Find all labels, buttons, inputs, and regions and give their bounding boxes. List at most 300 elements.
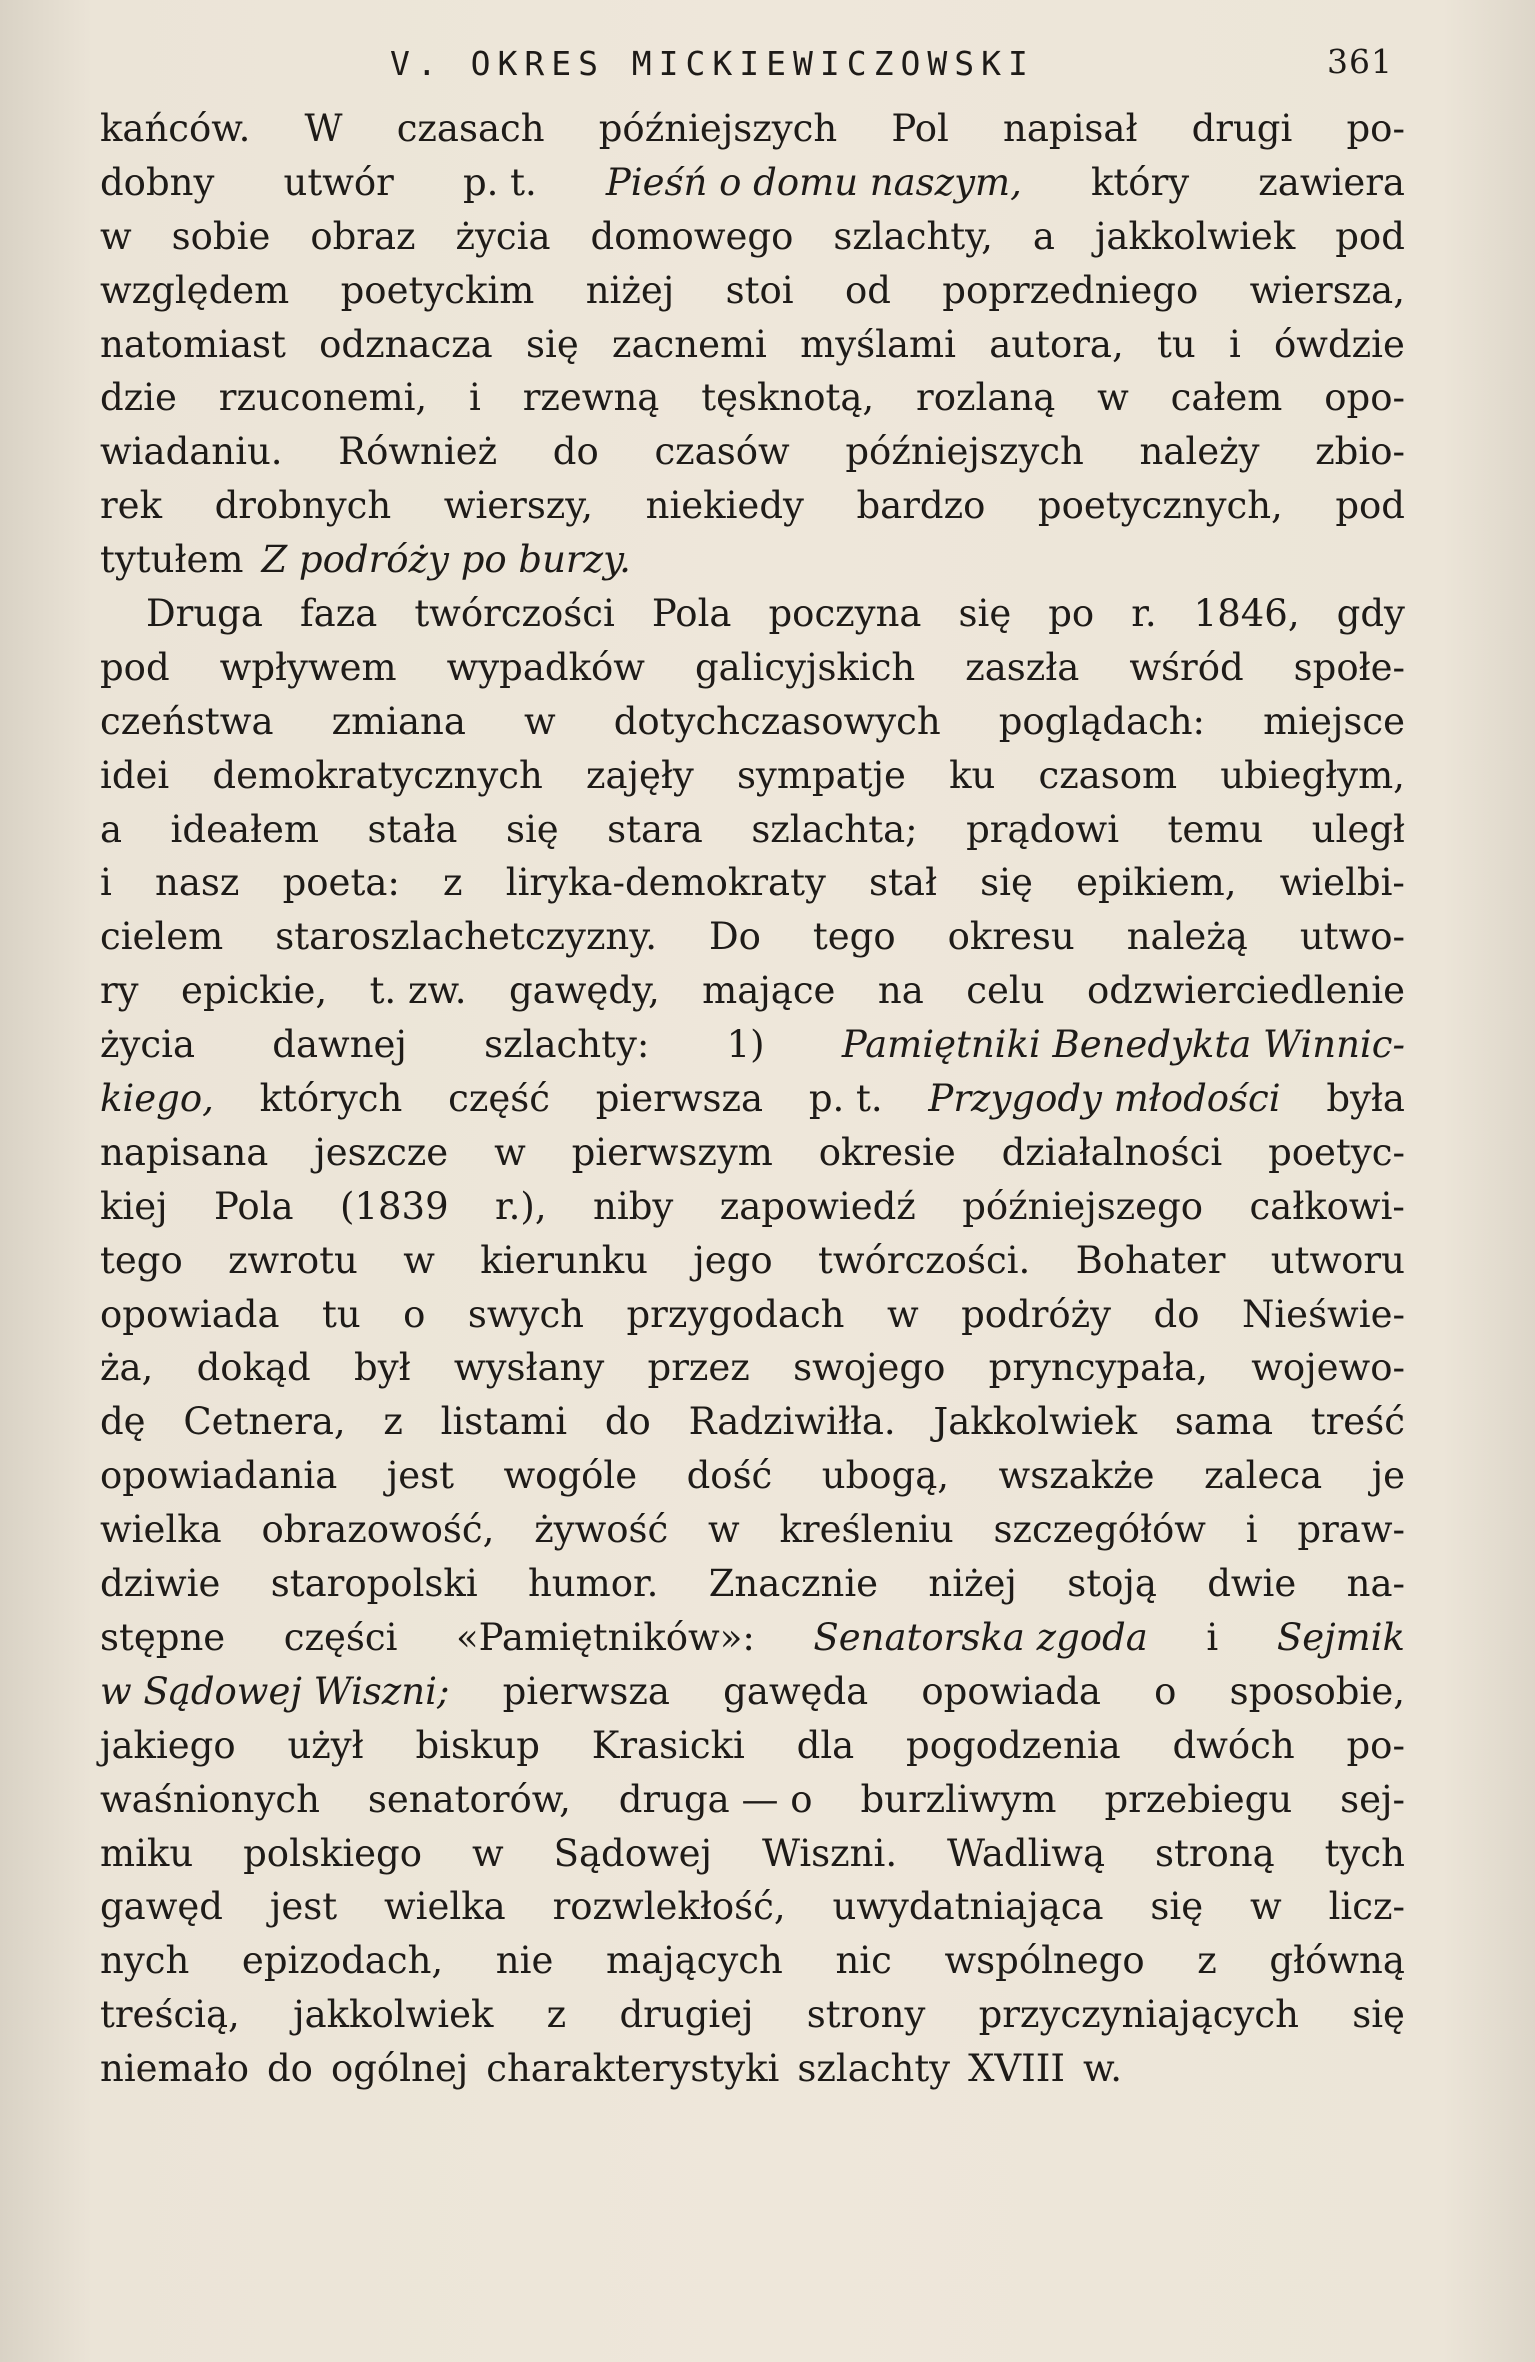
- word: poprzedniego: [942, 268, 1199, 312]
- word: stara: [607, 807, 703, 851]
- word: pryncypała,: [988, 1346, 1208, 1390]
- text-line: [100, 1988, 1405, 2042]
- word: działalności: [1001, 1130, 1223, 1174]
- text-line: [100, 910, 1405, 964]
- word: praw-: [1297, 1508, 1405, 1552]
- word: Bohater: [1075, 1238, 1226, 1282]
- word: szlachty:: [484, 1023, 650, 1067]
- word: pod: [100, 645, 170, 689]
- text-line: [100, 1611, 1405, 1665]
- word: szlachty: [797, 2047, 951, 2091]
- word: Również: [338, 430, 498, 474]
- word: jakiego: [100, 1723, 236, 1767]
- word: przez: [647, 1346, 750, 1390]
- word: pierwsza: [595, 1077, 764, 1121]
- word: kańców.: [100, 107, 251, 150]
- word: wśród: [1129, 645, 1244, 689]
- text-line: [100, 1180, 1405, 1234]
- word: dziwie: [100, 1562, 221, 1606]
- word: Radziwiłła.: [688, 1400, 896, 1444]
- word: p. t.: [462, 160, 537, 204]
- text-line: [100, 964, 1405, 1018]
- word: czasach: [396, 107, 545, 150]
- word: XVIII: [968, 2047, 1066, 2091]
- word: gawęda: [723, 1669, 869, 1713]
- word: zacnemi: [611, 322, 767, 366]
- word: czeństwa: [100, 699, 274, 743]
- word: jest: [269, 1885, 338, 1929]
- text-line: [100, 856, 1405, 910]
- word: burzliwym: [860, 1777, 1057, 1821]
- word: dobny: [100, 160, 215, 204]
- word: całkowi-: [1249, 1184, 1405, 1228]
- word: gawęd: [100, 1885, 223, 1929]
- word: był: [354, 1346, 411, 1390]
- word: Wiszni.: [761, 1831, 898, 1875]
- word: licz-: [1328, 1885, 1405, 1929]
- word: tu: [1156, 322, 1196, 366]
- word: i: [1206, 1615, 1219, 1659]
- text-line: [100, 1827, 1405, 1881]
- word: (1839: [340, 1184, 449, 1228]
- word: czasom: [1038, 753, 1178, 797]
- word: życia: [100, 1023, 196, 1067]
- text-line: [100, 264, 1405, 318]
- word: na-: [1346, 1562, 1405, 1606]
- word: okresie: [818, 1130, 956, 1174]
- word: biskup: [415, 1723, 540, 1767]
- word: gdy: [1336, 592, 1405, 636]
- word: Pieśń o domu naszym,: [605, 160, 1022, 204]
- text-line: [100, 1665, 1405, 1719]
- text-line: [100, 425, 1405, 479]
- page-number: 361: [1327, 42, 1393, 81]
- word: Pol: [891, 107, 949, 150]
- word: ku: [949, 753, 996, 797]
- word: w.: [1083, 2047, 1123, 2091]
- word: epikiem,: [1076, 861, 1237, 905]
- word: ideałem: [170, 807, 319, 851]
- word: opo-: [1324, 376, 1405, 420]
- word: treścią,: [100, 1993, 240, 2037]
- word: części: [283, 1615, 398, 1659]
- word: pod: [1335, 484, 1405, 528]
- word: o: [403, 1292, 426, 1336]
- text-line: [100, 587, 1405, 641]
- word: do: [552, 430, 599, 474]
- word: niżej: [928, 1562, 1017, 1606]
- word: ubiegłym,: [1220, 753, 1405, 797]
- word: opowiada: [921, 1669, 1101, 1713]
- word: staropolski: [270, 1562, 478, 1606]
- word: tęsknotą,: [701, 376, 875, 420]
- word: Przygody młodości: [928, 1077, 1281, 1121]
- word: waśnionych: [100, 1777, 320, 1821]
- word: rozwlekłość,: [552, 1885, 786, 1929]
- word: w Sądowej Wiszni;: [100, 1669, 450, 1713]
- word: w: [100, 214, 132, 258]
- word: liryka-demokraty: [505, 861, 826, 905]
- word: w: [471, 1831, 504, 1875]
- word: myślami: [800, 322, 956, 366]
- word: odznacza: [319, 322, 493, 366]
- word: dawnej: [272, 1023, 407, 1067]
- word: p. t.: [808, 1077, 883, 1121]
- word: niby: [593, 1184, 674, 1228]
- word: dość: [686, 1454, 773, 1498]
- text-line: [100, 1934, 1405, 1988]
- text-line: [100, 479, 1405, 533]
- word: wysłany: [453, 1346, 605, 1390]
- word: po: [1048, 592, 1095, 636]
- word: przebiegu: [1104, 1777, 1293, 1821]
- word: staroszlachetczyzny.: [275, 915, 658, 959]
- word: utwo-: [1299, 915, 1405, 959]
- word: Cetnera,: [183, 1400, 346, 1444]
- word: stał: [869, 861, 937, 905]
- word: Senatorska zgoda: [813, 1615, 1148, 1659]
- word: miku: [100, 1831, 194, 1875]
- word: późniejszego: [962, 1184, 1204, 1228]
- word: w: [1097, 376, 1129, 420]
- word: wojewo-: [1251, 1346, 1405, 1390]
- word: ry: [100, 969, 139, 1013]
- word: nie: [495, 1939, 554, 1983]
- word: Druga: [146, 592, 263, 636]
- text-line: [100, 1503, 1405, 1557]
- word: wspólnego: [944, 1939, 1145, 1983]
- text-line: [100, 1449, 1405, 1503]
- word: galicyjskich: [694, 645, 916, 689]
- word: natomiast: [100, 322, 286, 366]
- word: epizodach,: [241, 1939, 444, 1983]
- word: idei: [100, 753, 170, 797]
- word: należy: [1139, 430, 1260, 474]
- word: niekiedy: [645, 484, 804, 528]
- word: demokratycznych: [212, 753, 543, 797]
- word: sama: [1174, 1400, 1274, 1444]
- word: jest: [386, 1454, 454, 1498]
- word: twórczości: [414, 592, 615, 636]
- word: niżej: [585, 268, 675, 312]
- word: wielbi-: [1279, 861, 1405, 905]
- word: społe-: [1293, 645, 1405, 689]
- word: ówdzie: [1274, 322, 1405, 366]
- text-line: [100, 1719, 1405, 1773]
- text-line: [100, 318, 1405, 372]
- word: polskiego: [243, 1831, 423, 1875]
- text-line: [100, 1126, 1405, 1180]
- word: szlachta;: [751, 807, 918, 851]
- word: w: [494, 1130, 526, 1174]
- word: nych: [100, 1939, 190, 1983]
- word: całem: [1170, 376, 1283, 420]
- word: obrazowość,: [261, 1508, 495, 1552]
- word: odzwierciedlenie: [1087, 969, 1405, 1013]
- word: dwóch: [1172, 1723, 1295, 1767]
- word: zawiera: [1258, 160, 1405, 204]
- word: i: [1245, 1508, 1258, 1552]
- word: a: [100, 807, 123, 851]
- word: poetyc-: [1268, 1130, 1405, 1174]
- word: domowego: [590, 214, 794, 258]
- word: w: [403, 1238, 435, 1282]
- word: w: [1250, 1885, 1282, 1929]
- word: treść: [1310, 1400, 1405, 1444]
- text-line: [100, 210, 1405, 264]
- word: życia: [455, 214, 551, 258]
- word: się: [958, 592, 1012, 636]
- word: cielem: [100, 915, 224, 959]
- word: z: [1197, 1939, 1217, 1983]
- word: przygodach: [626, 1292, 845, 1336]
- text-line: [100, 1234, 1405, 1288]
- word: poczyna: [768, 592, 922, 636]
- word: pogodzenia: [906, 1723, 1121, 1767]
- word: poeta:: [282, 861, 400, 905]
- word: uległ: [1311, 807, 1405, 851]
- word: pierwszym: [571, 1130, 773, 1174]
- text-line: [100, 1072, 1405, 1126]
- text-line: [100, 1395, 1405, 1449]
- word: z: [443, 861, 463, 905]
- word: r.),: [495, 1184, 547, 1228]
- word: wielka: [100, 1508, 222, 1552]
- word: zapowiedź: [719, 1184, 916, 1228]
- text-line: [100, 1018, 1405, 1072]
- word: od: [844, 268, 891, 312]
- text-line: [100, 1773, 1405, 1827]
- word: ogólnej: [330, 2047, 469, 2091]
- word: stępne: [100, 1615, 226, 1659]
- word: wiadaniu.: [100, 430, 283, 474]
- word: czasów: [654, 430, 790, 474]
- word: «Pamiętników»:: [456, 1615, 755, 1659]
- word: wpływem: [219, 645, 397, 689]
- word: mające: [702, 969, 836, 1013]
- word: dwie: [1207, 1562, 1297, 1606]
- word: o: [1154, 1669, 1177, 1713]
- word: tu: [322, 1292, 361, 1336]
- word: utworu: [1270, 1238, 1405, 1282]
- word: niemało: [100, 2047, 249, 2091]
- word: jakkolwiek: [293, 1993, 494, 2037]
- word: zaszła: [965, 645, 1080, 689]
- word: się: [1150, 1885, 1204, 1929]
- text-line: [100, 533, 1405, 587]
- word: poglądach:: [998, 699, 1206, 743]
- word: r.: [1131, 592, 1157, 636]
- word: do: [1153, 1292, 1200, 1336]
- word: była: [1326, 1077, 1405, 1121]
- word: sobie: [171, 214, 271, 258]
- word: na: [877, 969, 924, 1013]
- word: Do: [708, 915, 761, 959]
- word: Sądowej: [553, 1831, 713, 1875]
- word: pierwsza: [502, 1669, 670, 1713]
- word: i: [469, 376, 481, 420]
- word: jakkolwiek: [1094, 214, 1296, 258]
- word: kiej: [100, 1184, 168, 1228]
- word: jeszcze: [314, 1130, 449, 1174]
- word: opowiada: [100, 1292, 280, 1336]
- word: 1846,: [1193, 592, 1300, 636]
- word: należą: [1126, 915, 1248, 959]
- word: Krasicki: [591, 1723, 745, 1767]
- word: strony: [806, 1993, 926, 2037]
- page-header: [100, 40, 1405, 90]
- word: sympatje: [736, 753, 906, 797]
- word: dla: [796, 1723, 855, 1767]
- word: poetyckim: [340, 268, 535, 312]
- word: część: [448, 1077, 550, 1121]
- word: szlachty,: [833, 214, 993, 258]
- word: rzuconemi,: [218, 376, 428, 420]
- word: tego: [100, 1238, 183, 1282]
- word: twórczości.: [817, 1238, 1031, 1282]
- word: późniejszych: [845, 430, 1084, 474]
- word: Jakkolwiek: [933, 1400, 1138, 1444]
- word: a: [1032, 214, 1055, 258]
- word: zajęły: [585, 753, 694, 797]
- word: wiersza,: [1249, 268, 1405, 312]
- word: z: [546, 1993, 567, 2037]
- text-line: [100, 749, 1405, 803]
- word: nic: [835, 1939, 892, 1983]
- word: Z podróży po burzy.: [261, 538, 631, 582]
- word: i: [100, 861, 112, 905]
- word: drugi: [1191, 107, 1293, 150]
- word: Nieświe-: [1241, 1292, 1405, 1336]
- word: Pola: [651, 592, 732, 636]
- text-line: [100, 1288, 1405, 1342]
- word: poetycznych,: [1037, 484, 1283, 528]
- word: gawędy,: [508, 969, 660, 1013]
- word: kierunku: [480, 1238, 648, 1282]
- word: względem: [100, 268, 290, 312]
- word: jego: [693, 1238, 773, 1282]
- word: dę: [100, 1400, 146, 1444]
- text-line: [100, 803, 1405, 857]
- word: kreśleniu: [779, 1508, 954, 1552]
- text-line: [100, 1341, 1405, 1395]
- word: swych: [467, 1292, 585, 1336]
- word: ża,: [100, 1346, 154, 1390]
- word: temu: [1167, 807, 1264, 851]
- word: w: [524, 699, 556, 743]
- word: żywość: [534, 1508, 669, 1552]
- word: 1): [726, 1023, 765, 1067]
- word: Znacznie: [708, 1562, 879, 1606]
- word: wielka: [383, 1885, 506, 1929]
- word: prądowi: [966, 807, 1120, 851]
- word: w: [708, 1508, 740, 1552]
- body-text: [100, 102, 1405, 2096]
- word: sej-: [1340, 1777, 1405, 1821]
- word: rozlaną: [916, 376, 1056, 420]
- text-line: [100, 1557, 1405, 1611]
- word: których: [259, 1077, 403, 1121]
- word: i: [1228, 322, 1241, 366]
- word: listami: [440, 1400, 568, 1444]
- word: dzie: [100, 376, 177, 420]
- word: ubogą,: [821, 1454, 950, 1498]
- word: do: [266, 2047, 313, 2091]
- word: obraz: [310, 214, 416, 258]
- word: Wadliwą: [947, 1831, 1106, 1875]
- word: użył: [287, 1723, 364, 1767]
- word: w: [886, 1292, 919, 1336]
- word: po-: [1346, 1723, 1405, 1767]
- word: faza: [299, 592, 378, 636]
- word: rek: [100, 484, 163, 528]
- word: celu: [966, 969, 1045, 1013]
- word: senatorów,: [367, 1777, 571, 1821]
- word: drugiej: [619, 1993, 754, 2037]
- word: sposobie,: [1229, 1669, 1405, 1713]
- word: stała: [367, 807, 458, 851]
- word: mających: [605, 1939, 783, 1983]
- word: wszakże: [998, 1454, 1155, 1498]
- word: po-: [1346, 107, 1405, 150]
- word: charakterystyki: [486, 2047, 780, 2091]
- word: autora,: [989, 322, 1124, 366]
- word: t. zw.: [369, 969, 467, 1013]
- word: zmiana: [331, 699, 466, 743]
- word: miejsce: [1263, 699, 1405, 743]
- text-line: [100, 1880, 1405, 1934]
- word: który: [1091, 160, 1190, 204]
- text-line: [100, 695, 1405, 749]
- word: kiego,: [100, 1077, 214, 1121]
- text-line: [100, 156, 1405, 210]
- text-line: [100, 641, 1405, 695]
- word: Sejmik: [1276, 1615, 1405, 1659]
- word: się: [526, 322, 579, 366]
- word: wypadków: [446, 645, 645, 689]
- word: stoją: [1067, 1562, 1157, 1606]
- word: je: [1371, 1454, 1405, 1498]
- word: główną: [1269, 1939, 1405, 1983]
- word: przyczyniających: [978, 1993, 1299, 2037]
- word: Pola: [214, 1184, 294, 1228]
- word: nasz: [155, 861, 240, 905]
- text-line: [100, 371, 1405, 425]
- word: się: [505, 807, 559, 851]
- word: pod: [1335, 214, 1405, 258]
- word: wierszy,: [443, 484, 594, 528]
- word: uwydatniająca: [832, 1885, 1104, 1929]
- word: tytułem: [100, 538, 244, 582]
- running-head: V. OKRES MICKIEWICZOWSKI: [390, 44, 1035, 83]
- word: dotychczasowych: [613, 699, 941, 743]
- word: drobnych: [214, 484, 392, 528]
- word: zbio-: [1315, 430, 1405, 474]
- word: stoi: [725, 268, 794, 312]
- word: podróży: [961, 1292, 1112, 1336]
- word: późniejszych: [598, 107, 838, 150]
- word: tych: [1324, 1831, 1405, 1875]
- word: zwrotu: [228, 1238, 358, 1282]
- word: napisana: [100, 1130, 269, 1174]
- word: się: [1352, 1993, 1405, 2037]
- word: utwór: [283, 160, 394, 204]
- word: W: [304, 107, 343, 150]
- text-line: [100, 2042, 1405, 2096]
- word: szczegółów: [993, 1508, 1206, 1552]
- text-line: [100, 102, 1405, 156]
- word: Pamiętniki Benedykta Winnic-: [841, 1023, 1405, 1067]
